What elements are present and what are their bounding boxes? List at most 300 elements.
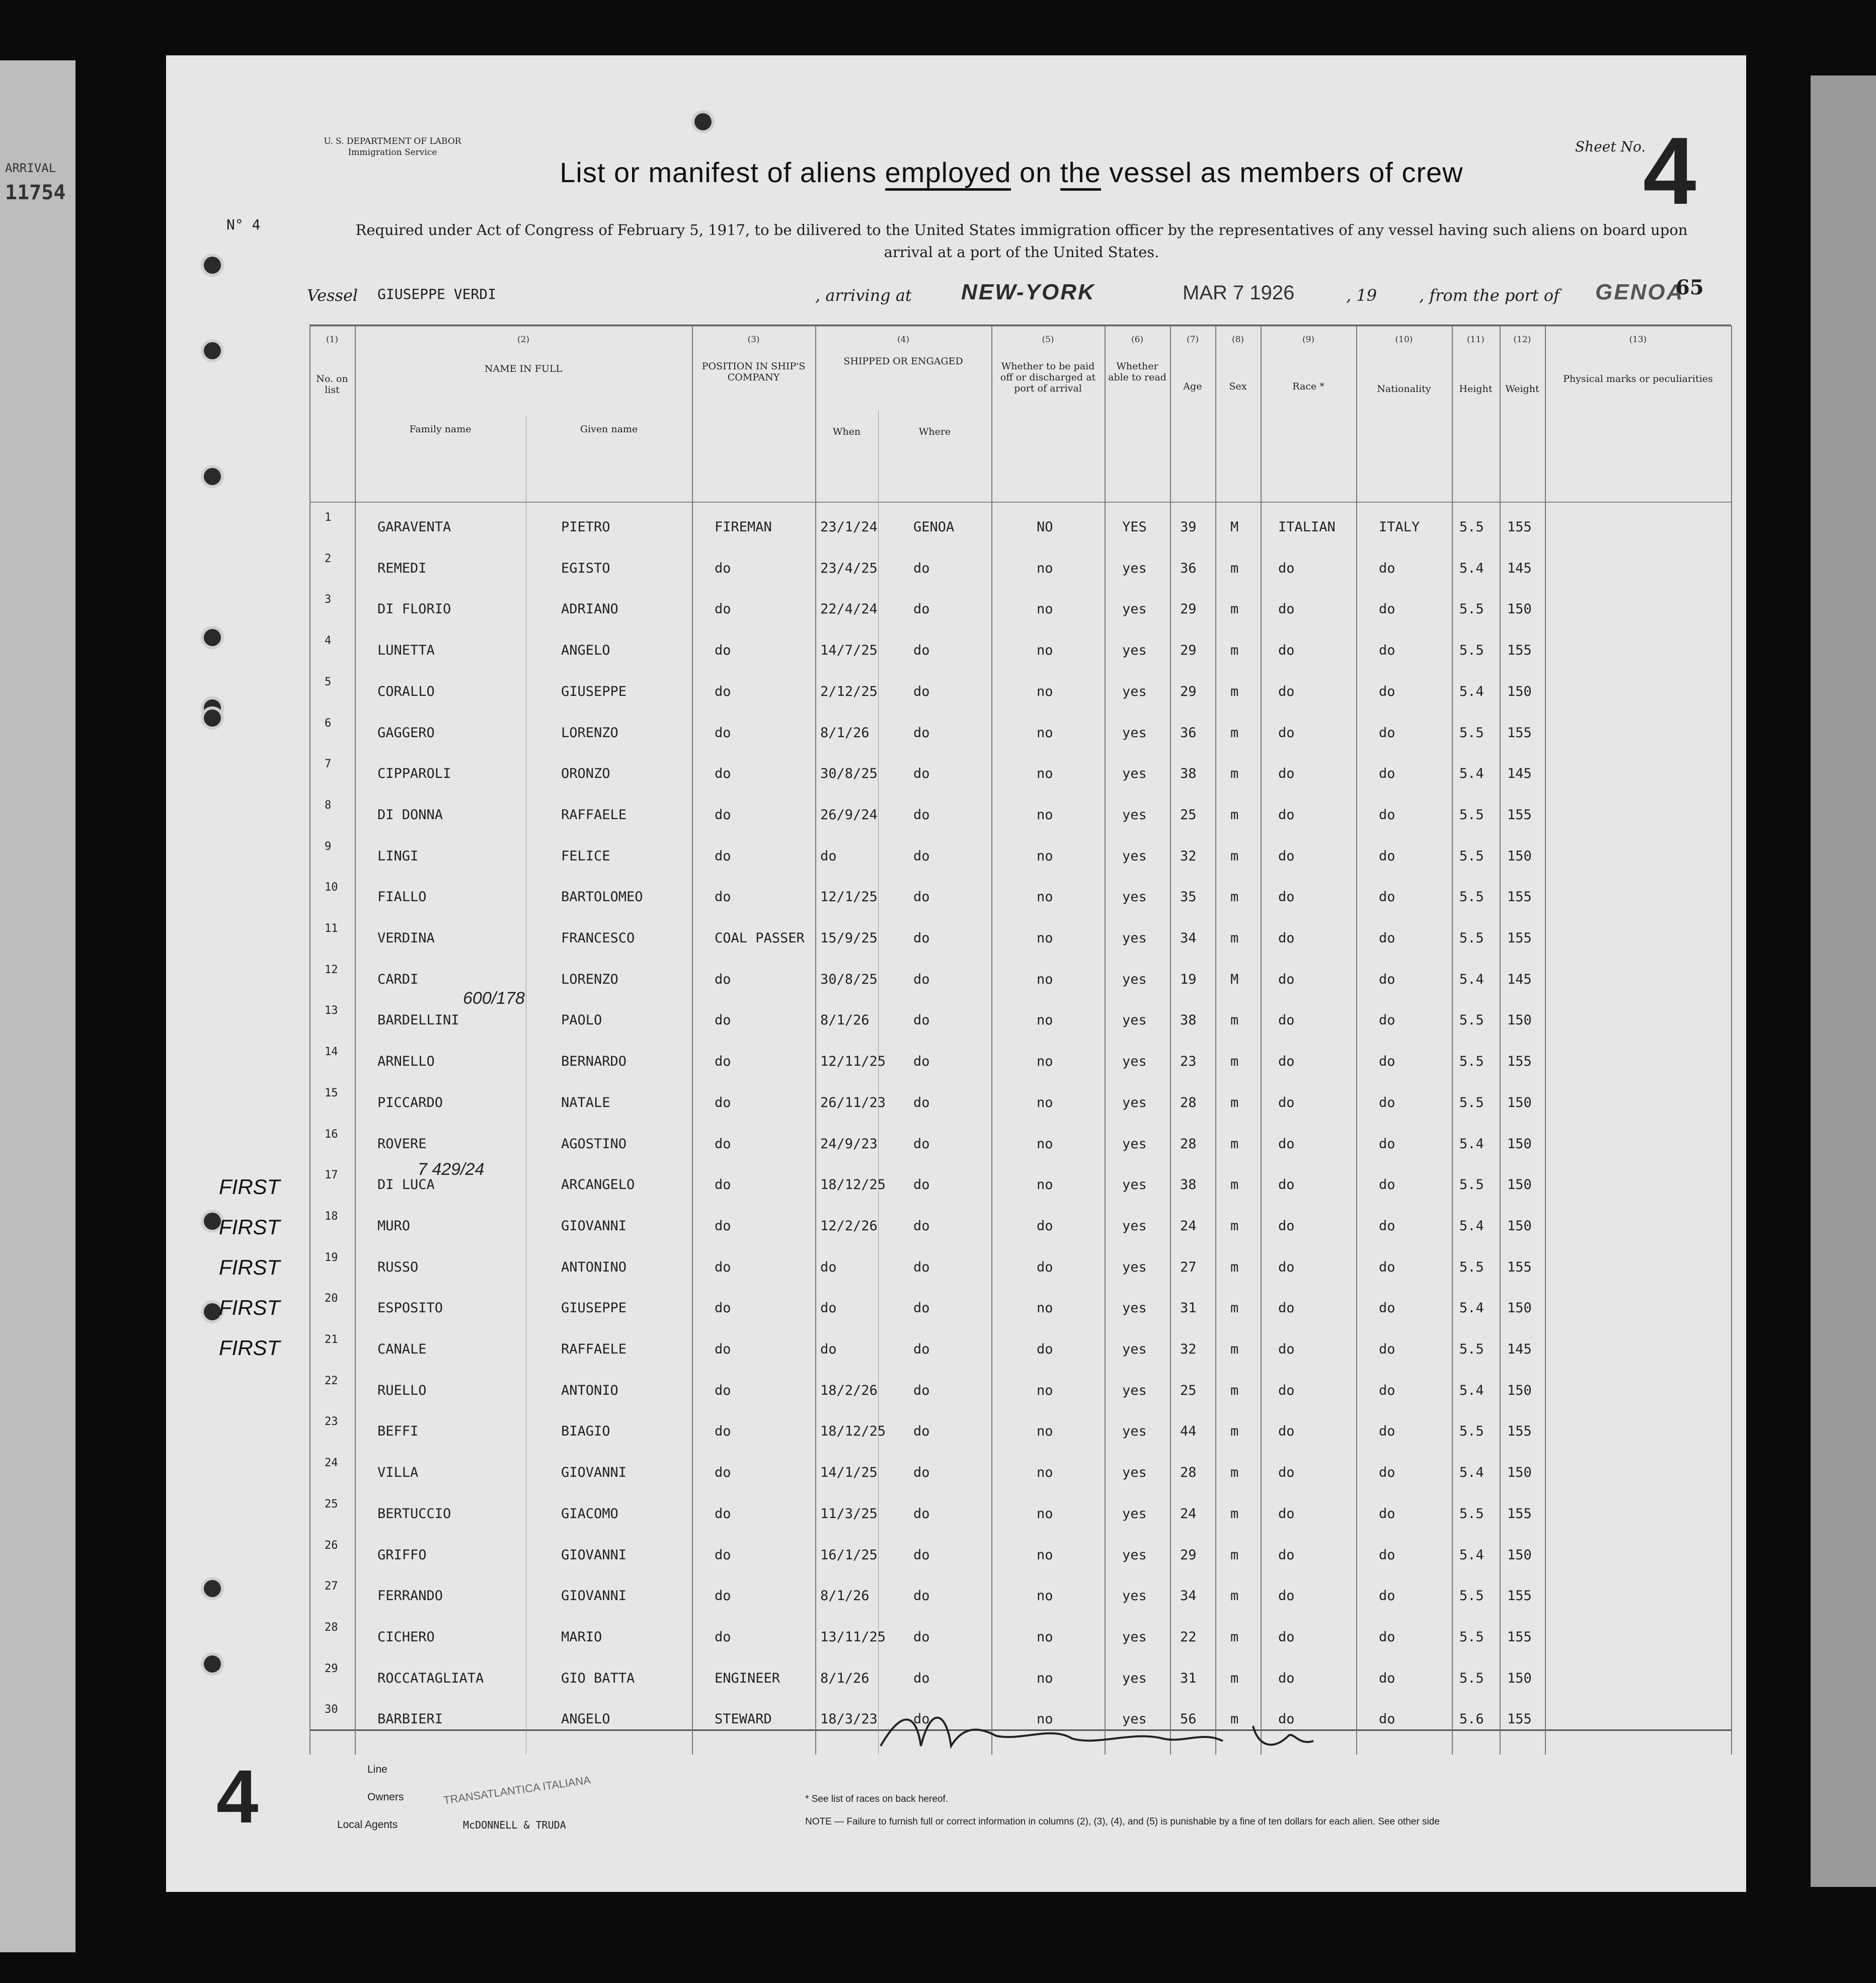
paid-off: no (1037, 1094, 1053, 1111)
given-name: GIOVANNI (561, 1588, 627, 1604)
col-num: (13) (1629, 335, 1647, 345)
paid-off: no (1037, 1054, 1053, 1070)
crew-table (309, 325, 1731, 1755)
shipped-when: 18/12/25 (820, 1177, 886, 1193)
height: 5.5 (1459, 1588, 1484, 1604)
shipped-when: 8/1/26 (820, 1012, 870, 1028)
owners-label: Owners (367, 1791, 404, 1803)
nationality: do (1379, 1094, 1395, 1111)
title-part: vessel as members of crew (1101, 156, 1463, 188)
nationality: do (1379, 1588, 1395, 1604)
shipped-where: do (913, 725, 930, 741)
row-number: 12 (325, 963, 338, 976)
col-num: (1) (326, 335, 339, 345)
age: 29 (1180, 1547, 1197, 1563)
given-name: LORENZO (561, 725, 618, 741)
race: do (1278, 1423, 1295, 1440)
sex: m (1230, 601, 1239, 617)
age: 28 (1180, 1136, 1197, 1152)
race: do (1278, 930, 1295, 946)
paid-off: no (1037, 1300, 1053, 1316)
sex: m (1230, 1505, 1239, 1522)
position: do (715, 1094, 731, 1111)
owners-stamp: TRANSATLANTICA ITALIANA (442, 1773, 592, 1807)
date-stamp: MAR 7 1926 (1183, 282, 1295, 304)
table-row (309, 1457, 1731, 1501)
shipped-where: do (913, 683, 930, 699)
able-to-read: yes (1122, 1629, 1147, 1645)
shipped-when: do (820, 1300, 837, 1316)
row-number: 9 (325, 840, 332, 853)
weight: 145 (1507, 560, 1532, 576)
header-sex: Sex (1229, 381, 1247, 392)
row-number: 10 (325, 881, 338, 894)
nationality: do (1379, 560, 1395, 576)
height: 5.5 (1459, 930, 1484, 946)
weight: 155 (1507, 889, 1532, 905)
shipped-where: do (913, 1218, 930, 1234)
weight: 150 (1507, 1177, 1532, 1193)
row-number: 18 (325, 1210, 338, 1223)
paid-off: no (1037, 1711, 1053, 1727)
shipped-when: 11/3/25 (820, 1505, 878, 1522)
col-num: (12) (1513, 335, 1531, 345)
weight: 150 (1507, 1300, 1532, 1316)
row-number: 29 (325, 1662, 338, 1675)
given-name: PAOLO (561, 1012, 602, 1028)
weight: 155 (1507, 1629, 1532, 1645)
row-number: 7 (325, 758, 332, 771)
sex: m (1230, 1423, 1239, 1440)
given-name: GIACOMO (561, 1505, 618, 1522)
race: do (1278, 1177, 1295, 1193)
row-number: 13 (325, 1004, 338, 1017)
paid-off: no (1037, 766, 1053, 782)
line-label: Line (367, 1764, 387, 1775)
shipped-where: do (913, 560, 930, 576)
header-name-in-full: NAME IN FULL (484, 363, 563, 374)
sex: m (1230, 1218, 1239, 1234)
shipped-where: do (913, 766, 930, 782)
paid-off: no (1037, 1177, 1053, 1193)
shipped-where: do (913, 930, 930, 946)
position: do (715, 1547, 731, 1563)
race: do (1278, 848, 1295, 864)
row-number: 20 (325, 1292, 338, 1305)
service-name: Immigration Service (348, 147, 437, 157)
able-to-read: yes (1122, 1670, 1147, 1686)
height: 5.4 (1459, 1382, 1484, 1398)
weight: 145 (1507, 971, 1532, 987)
able-to-read: yes (1122, 1547, 1147, 1563)
age: 29 (1180, 601, 1197, 617)
age: 38 (1180, 1012, 1197, 1028)
weight: 150 (1507, 1218, 1532, 1234)
race: do (1278, 1547, 1295, 1563)
nationality: do (1379, 1012, 1395, 1028)
family-name: BARBIERI (377, 1711, 443, 1727)
age: 36 (1180, 725, 1197, 741)
height: 5.5 (1459, 1670, 1484, 1686)
race: do (1278, 1465, 1295, 1481)
height: 5.5 (1459, 1505, 1484, 1522)
row-number: 28 (325, 1621, 338, 1634)
position: STEWARD (715, 1711, 772, 1727)
position: do (715, 1505, 731, 1522)
punch-hole (204, 1213, 221, 1230)
family-name: VERDINA (377, 930, 435, 946)
header-shipped: SHIPPED OR ENGAGED (843, 356, 963, 367)
sex: m (1230, 1629, 1239, 1645)
able-to-read: yes (1122, 930, 1147, 946)
table-row (309, 1086, 1731, 1131)
position: do (715, 1300, 731, 1316)
position: do (715, 766, 731, 782)
paid-off: do (1037, 1341, 1053, 1357)
sex: m (1230, 1259, 1239, 1275)
title-emphasis: the (1060, 156, 1101, 191)
able-to-read: yes (1122, 1177, 1147, 1193)
age: 32 (1180, 848, 1197, 864)
able-to-read: yes (1122, 1711, 1147, 1727)
weight: 155 (1507, 519, 1532, 535)
shipped-when: do (820, 1259, 837, 1275)
shipped-when: 14/1/25 (820, 1465, 878, 1481)
race: ITALIAN (1278, 519, 1336, 535)
position: do (715, 1177, 731, 1193)
shipped-where: do (913, 807, 930, 823)
nationality: do (1379, 1341, 1395, 1357)
given-name: ANGELO (561, 643, 610, 659)
nationality: do (1379, 971, 1395, 987)
given-name: ORONZO (561, 766, 610, 782)
weight: 155 (1507, 807, 1532, 823)
able-to-read: yes (1122, 807, 1147, 823)
sex: M (1230, 971, 1239, 987)
nationality: do (1379, 930, 1395, 946)
manifest-title (458, 156, 1565, 189)
shipped-where: do (913, 1505, 930, 1522)
height: 5.5 (1459, 1629, 1484, 1645)
able-to-read: yes (1122, 1465, 1147, 1481)
table-row (309, 1004, 1731, 1049)
header-weight: Weight (1505, 383, 1539, 394)
shipped-when: 23/1/24 (820, 519, 878, 535)
right-neighbor-page (1811, 75, 1876, 1887)
col-num: (4) (897, 335, 910, 345)
table-row (309, 675, 1731, 720)
position: do (715, 1423, 731, 1440)
weight: 155 (1507, 725, 1532, 741)
height: 5.5 (1459, 601, 1484, 617)
row-number: 16 (325, 1128, 338, 1141)
sex: m (1230, 725, 1239, 741)
position: do (715, 1012, 731, 1028)
manifest-sheet (166, 55, 1746, 1892)
height: 5.4 (1459, 766, 1484, 782)
height: 5.5 (1459, 519, 1484, 535)
family-name: CIPPAROLI (377, 766, 451, 782)
from-port-label: , from the port of (1419, 286, 1560, 305)
table-row (309, 1580, 1731, 1624)
sex: m (1230, 1012, 1239, 1028)
age: 29 (1180, 683, 1197, 699)
title-part: List or manifest of aliens (560, 156, 885, 188)
height: 5.5 (1459, 848, 1484, 864)
family-name: CORALLO (377, 683, 435, 699)
race: do (1278, 1505, 1295, 1522)
sex: m (1230, 1054, 1239, 1070)
header-where: Where (918, 426, 951, 437)
first-annotation: FIRST (219, 1175, 280, 1199)
weight: 145 (1507, 766, 1532, 782)
given-name: GIOVANNI (561, 1547, 627, 1563)
age: 38 (1180, 1177, 1197, 1193)
position: do (715, 1054, 731, 1070)
height: 5.5 (1459, 1259, 1484, 1275)
able-to-read: yes (1122, 1588, 1147, 1604)
sex: m (1230, 848, 1239, 864)
paid-off: no (1037, 930, 1053, 946)
sex: m (1230, 643, 1239, 659)
vessel-label: Vessel (307, 286, 358, 305)
race: do (1278, 1588, 1295, 1604)
given-name: RAFFAELE (561, 807, 627, 823)
weight: 150 (1507, 1670, 1532, 1686)
shipped-where: do (913, 971, 930, 987)
shipped-where: do (913, 1300, 930, 1316)
race: do (1278, 1094, 1295, 1111)
race: do (1278, 725, 1295, 741)
year-label: , 19 (1346, 286, 1377, 305)
shipped-where: do (913, 1341, 930, 1357)
height: 5.6 (1459, 1711, 1484, 1727)
punch-hole (694, 113, 712, 130)
nationality: do (1379, 1259, 1395, 1275)
paid-off: no (1037, 725, 1053, 741)
shipped-when: 18/12/25 (820, 1423, 886, 1440)
weight: 155 (1507, 1423, 1532, 1440)
paid-off: no (1037, 1012, 1053, 1028)
sex: m (1230, 1300, 1239, 1316)
table-row (309, 552, 1731, 597)
position: do (715, 1218, 731, 1234)
shipped-when: 24/9/23 (820, 1136, 878, 1152)
shipped-where: do (913, 1547, 930, 1563)
shipped-where: do (913, 1588, 930, 1604)
age: 22 (1180, 1629, 1197, 1645)
given-name: BARTOLOMEO (561, 889, 643, 905)
sex: m (1230, 807, 1239, 823)
shipped-when: 2/12/25 (820, 683, 878, 699)
penalty-note: NOTE — Failure to furnish full or correct information in columns (2), (3), (4), and (5) is punishable by a fine of ten dollars for each alien. See other side (805, 1816, 1440, 1827)
height: 5.4 (1459, 1136, 1484, 1152)
able-to-read: yes (1122, 1341, 1147, 1357)
age: 27 (1180, 1259, 1197, 1275)
nationality: do (1379, 1218, 1395, 1234)
age: 39 (1180, 519, 1197, 535)
family-name: PICCARDO (377, 1094, 443, 1111)
paid-off: no (1037, 889, 1053, 905)
weight: 150 (1507, 601, 1532, 617)
paid-off: do (1037, 1218, 1053, 1234)
given-name: FELICE (561, 848, 610, 864)
given-name: BIAGIO (561, 1423, 610, 1440)
nationality: do (1379, 1465, 1395, 1481)
given-name: ARCANGELO (561, 1177, 635, 1193)
first-annotation: FIRST (219, 1255, 280, 1279)
table-row (309, 1621, 1731, 1665)
races-note: * See list of races on back hereof. (805, 1794, 949, 1804)
department-heading (317, 136, 468, 158)
family-name: CARDI (377, 971, 419, 987)
col-num: (5) (1042, 335, 1054, 345)
header-position: POSITION IN SHIP'S COMPANY (701, 361, 806, 383)
given-name: LORENZO (561, 971, 618, 987)
family-name: MURO (377, 1218, 411, 1234)
family-name: ROVERE (377, 1136, 427, 1152)
shipped-when: do (820, 848, 837, 864)
given-name: BERNARDO (561, 1054, 627, 1070)
position: do (715, 1588, 731, 1604)
family-name: CICHERO (377, 1629, 435, 1645)
col-num: (9) (1302, 335, 1315, 345)
shipped-when: 12/11/25 (820, 1054, 886, 1070)
age: 29 (1180, 643, 1197, 659)
age: 28 (1180, 1094, 1197, 1111)
height: 5.4 (1459, 683, 1484, 699)
shipped-when: 12/2/26 (820, 1218, 878, 1234)
paid-off: no (1037, 1465, 1053, 1481)
from-port-stamp: GENOA (1595, 280, 1684, 304)
family-name: RUELLO (377, 1382, 427, 1398)
shipped-where: do (913, 1259, 930, 1275)
race: do (1278, 1382, 1295, 1398)
nationality: do (1379, 1136, 1395, 1152)
weight: 150 (1507, 1547, 1532, 1563)
header-when: When (832, 426, 861, 437)
table-row (309, 634, 1731, 679)
sex: m (1230, 1177, 1239, 1193)
weight: 150 (1507, 1136, 1532, 1152)
row-number: 15 (325, 1086, 338, 1099)
age: 24 (1180, 1218, 1197, 1234)
race: do (1278, 1259, 1295, 1275)
age: 25 (1180, 807, 1197, 823)
age: 24 (1180, 1505, 1197, 1522)
table-row (309, 799, 1731, 843)
nationality: do (1379, 1423, 1395, 1440)
weight: 155 (1507, 930, 1532, 946)
table-row (309, 1374, 1731, 1419)
given-name: NATALE (561, 1094, 610, 1111)
page-number: 65 (1676, 276, 1704, 299)
form-number: N° 4 (226, 216, 261, 233)
able-to-read: yes (1122, 683, 1147, 699)
sex: m (1230, 1711, 1239, 1727)
family-name: FERRANDO (377, 1588, 443, 1604)
sex: m (1230, 1341, 1239, 1357)
position: do (715, 1465, 731, 1481)
col-num: (8) (1231, 335, 1244, 345)
race: do (1278, 1012, 1295, 1028)
family-name: GAGGERO (377, 725, 435, 741)
race: do (1278, 971, 1295, 987)
col-num: (10) (1395, 335, 1413, 345)
given-name: GIOVANNI (561, 1218, 627, 1234)
table-row (309, 1539, 1731, 1583)
punch-hole (204, 1580, 221, 1597)
given-name: GIUSEPPE (561, 1300, 627, 1316)
header-physical-marks: Physical marks or peculiarities (1563, 373, 1713, 384)
row-number: 8 (325, 799, 332, 812)
table-row (309, 881, 1731, 925)
race: do (1278, 889, 1295, 905)
punch-hole (204, 709, 221, 727)
shipped-where: do (913, 1670, 930, 1686)
paid-off: no (1037, 1423, 1053, 1440)
shipped-when: 22/4/24 (820, 601, 878, 617)
paid-off: no (1037, 683, 1053, 699)
paid-off: no (1037, 848, 1053, 864)
shipped-when: 8/1/26 (820, 1670, 870, 1686)
header-able-to-read: Whether able to read (1108, 361, 1166, 383)
weight: 150 (1507, 1094, 1532, 1111)
given-name: GIOVANNI (561, 1465, 627, 1481)
family-name: BEFFI (377, 1423, 419, 1440)
height: 5.5 (1459, 1177, 1484, 1193)
header-nationality: Nationality (1377, 383, 1431, 394)
header-family-name: Family name (409, 424, 472, 435)
statute-text: Required under Act of Congress of February 5, 1917, to be dilivered to the United States immigration officer by the representatives of any vessel having such aliens on board upon arrival at a port of the United States. (355, 221, 1688, 261)
header-no-on-list: No. on list (316, 373, 348, 395)
given-name: FRANCESCO (561, 930, 635, 946)
punch-hole (204, 257, 221, 274)
given-name: GIO BATTA (561, 1670, 635, 1686)
age: 19 (1180, 971, 1197, 987)
col-num: (2) (517, 335, 530, 345)
able-to-read: yes (1122, 1054, 1147, 1070)
family-name: ESPOSITO (377, 1300, 443, 1316)
position: do (715, 560, 731, 576)
given-name: ANTONIO (561, 1382, 618, 1398)
shipped-when: 26/11/23 (820, 1094, 886, 1111)
arriving-label: , arriving at (815, 286, 912, 305)
table-row (309, 840, 1731, 885)
weight: 155 (1507, 1505, 1532, 1522)
weight: 150 (1507, 683, 1532, 699)
family-name: FIALLO (377, 889, 427, 905)
sex: m (1230, 1547, 1239, 1563)
height: 5.5 (1459, 889, 1484, 905)
title-part: on (1011, 156, 1060, 188)
age: 28 (1180, 1465, 1197, 1481)
shipped-where: do (913, 1177, 930, 1193)
given-name: MARIO (561, 1629, 602, 1645)
age: 35 (1180, 889, 1197, 905)
height: 5.5 (1459, 643, 1484, 659)
row-number: 19 (325, 1251, 338, 1264)
able-to-read: yes (1122, 560, 1147, 576)
sex: m (1230, 1094, 1239, 1111)
shipped-when: 26/9/24 (820, 807, 878, 823)
shipped-when: 18/3/23 (820, 1711, 878, 1727)
position: COAL PASSER (715, 930, 805, 946)
able-to-read: yes (1122, 971, 1147, 987)
family-name: LUNETTA (377, 643, 435, 659)
age: 44 (1180, 1423, 1197, 1440)
punch-hole (204, 1655, 221, 1673)
